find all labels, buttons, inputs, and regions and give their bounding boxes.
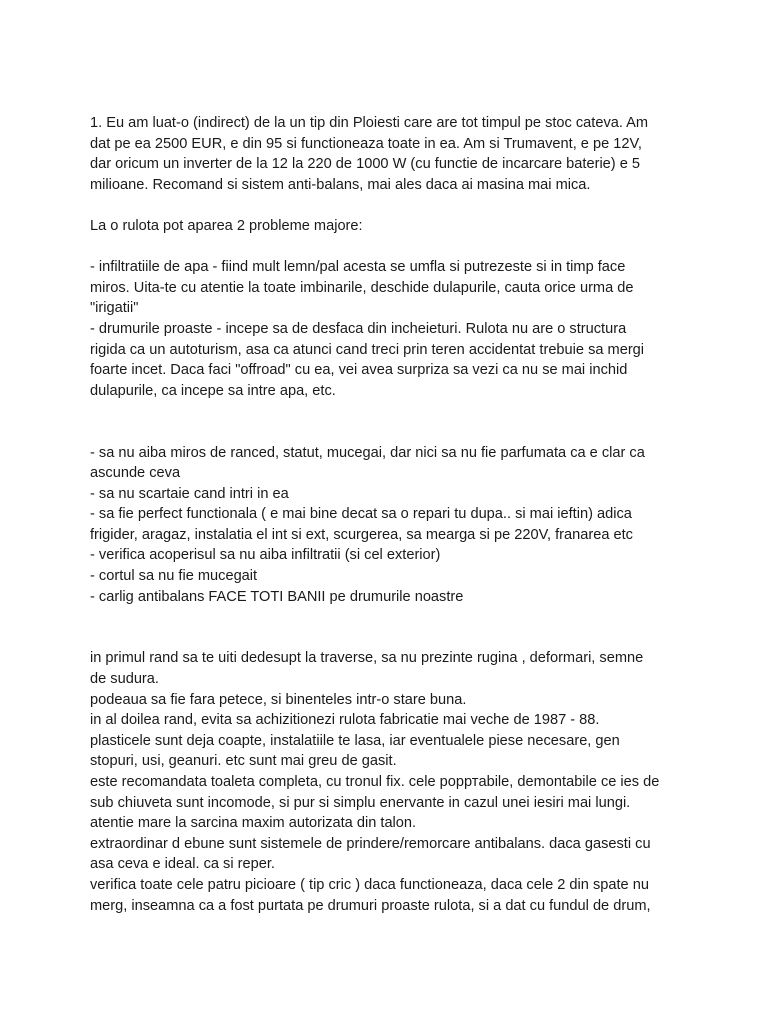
text-line: in al doilea rand, evita sa achizitionezi rulota fabricatie mai veche de 1987 - 88. [90, 712, 600, 729]
text-line: 1. Eu am luat-o (indirect) de la un tip din Ploiesti care are tot timpul pe stoc cateva. Am [90, 115, 649, 131]
text-line: dulapurile, ca incepe sa intre apa, etc. [90, 382, 336, 399]
text-line: - cortul sa nu fie mucegait [90, 568, 258, 585]
text-line: extraordinar d ebune sunt sistemele de prindere/remorcare antibalans. daca gasesti cu [90, 835, 651, 852]
text-line: stopuri, usi, geanuri. etc sunt mai greu de gasit. [90, 753, 397, 770]
paragraph-spacer [90, 401, 686, 442]
text-line: plasticele sunt deja coapte, instalatiile te lasa, iar eventualele piese necesare, gen [90, 732, 620, 749]
text-line: podeaua sa fie fara petece, si binenteles intr-o stare buna. [90, 691, 467, 708]
text-line: - carlig antibalans FACE TOTI BANII pe drumurile noastre [90, 588, 464, 605]
paragraph-spacer [90, 607, 686, 648]
text-line: - drumurile proaste - incepe sa de desfaca din incheieturi. Rulota nu are o structura [90, 320, 627, 337]
paragraph-checklist [90, 443, 686, 608]
text-line: merg, inseamna ca a fost purtata pe drumuri proaste rulota, si a dat cu fundul de drum, [90, 897, 651, 914]
text-line: verifica toate cele patru picioare ( tip cric ) daca functioneaza, daca cele 2 din spate nu [90, 876, 649, 893]
text-line: de sudura. [90, 671, 159, 688]
text-line: frigider, aragaz, instalatia el int si ext, scurgerea, sa mearga si pe 220V, franarea etc [90, 526, 633, 543]
text-line: sub chiuveta sunt incomode, si pur si simplu enervante in cazul unei iesiri mai lungi. [90, 794, 631, 811]
paragraph-purchase-story [90, 113, 686, 195]
text-line: foarte incet. Daca faci "offroad" cu ea, vei avea surpriza sa vezi ca nu se mai inchid [90, 362, 628, 379]
text-line: atentie mare la sarcina maxim autorizata din talon. [90, 815, 417, 832]
text-line: milioane. Recomand si sistem anti-balans, mai ales daca ai masina mai mica. [90, 176, 591, 193]
paragraph-problems-list [90, 257, 686, 401]
text-line: miros. Uita-te cu atentie la toate imbinarile, deschide dulapurile, cauta orice urma de [90, 279, 634, 296]
text-line: asa ceva e ideal. ca si reper. [90, 856, 275, 873]
text-line: - infiltratiile de apa - fiind mult lemn/pal acesta se umfla si putrezeste si in timp face [90, 259, 626, 276]
text-line: - sa nu scartaie cand intri in ea [90, 485, 289, 502]
text-line: "irigatii" [90, 300, 139, 317]
paragraph-spacer [90, 195, 686, 216]
document-page [90, 113, 686, 916]
text-line: este recomandata toaleta completa, cu tronul fix. cele popртabile, demontabile ce ies de [90, 774, 660, 790]
paragraph-problems-intro [90, 216, 686, 237]
text-line: La o rulota pot aparea 2 probleme majore: [90, 217, 363, 234]
text-line: in primul rand sa te uiti dedesupt la traverse, sa nu prezinte rugina , deformari, semne [90, 650, 644, 667]
text-line: dar oricum un inverter de la 12 la 220 de 1000 W (cu functie de incarcare baterie) e 5 [90, 156, 641, 173]
text-line: rigida ca un autoturism, asa ca atunci cand treci prin teren accidentat trebuie sa mergi [90, 341, 645, 358]
text-line: ascunde ceva [90, 465, 181, 482]
paragraph-inspection-advice [90, 648, 686, 916]
text-line: dat pe ea 2500 EUR, e din 95 si functioneaza toate in ea. Am si Trumavent, e pe 12V, [90, 135, 642, 152]
paragraph-spacer [90, 237, 686, 258]
text-line: - sa nu aiba miros de ranced, statut, mucegai, dar nici sa nu fie parfumata ca e clar ca [90, 444, 645, 461]
text-line: - verifica acoperisul sa nu aiba infiltratii (si cel exterior) [90, 547, 441, 564]
text-line: - sa fie perfect functionala ( e mai bine decat sa o repari tu dupa.. si mai ieftin) adica [90, 506, 632, 523]
